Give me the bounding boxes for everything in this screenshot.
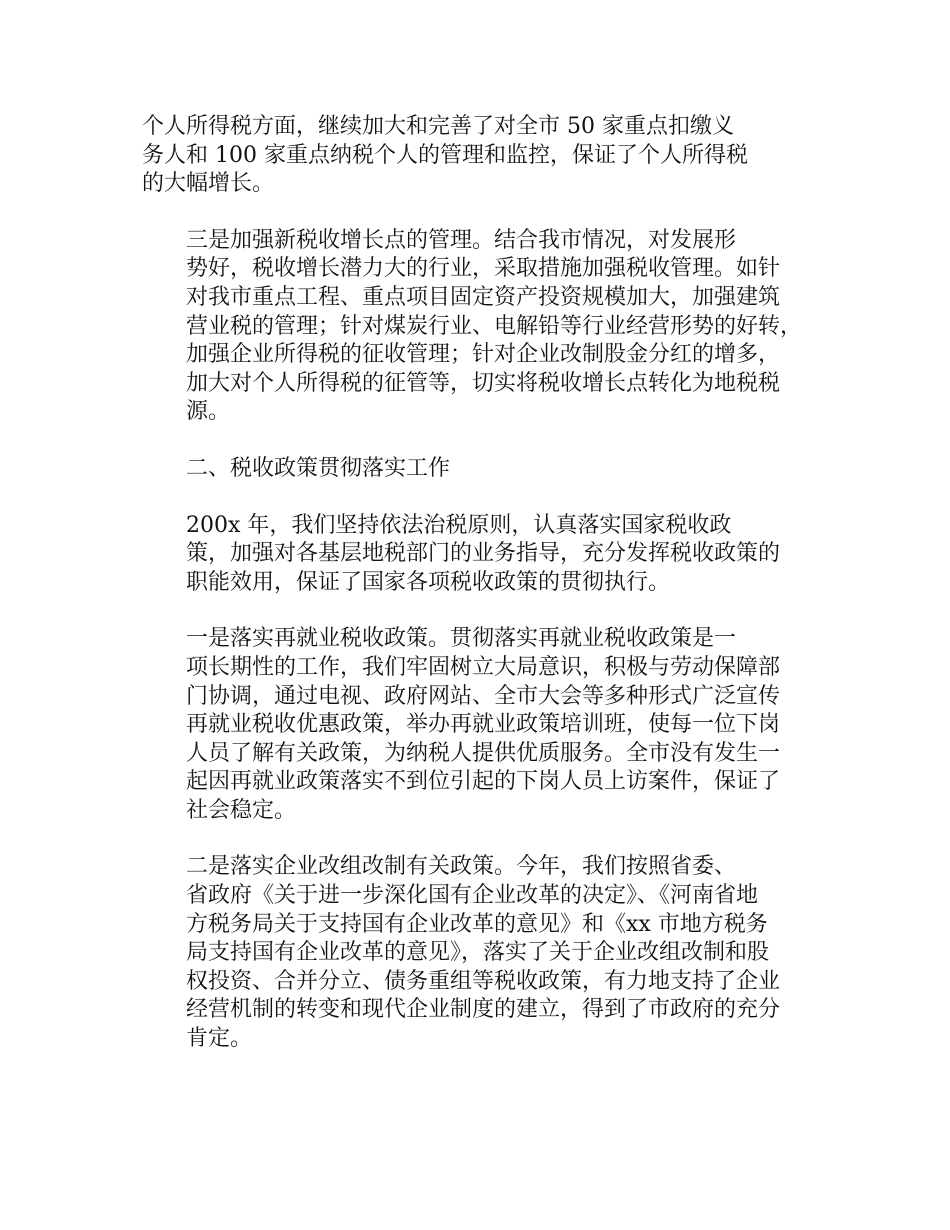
- text-line: 一是落实再就业税收政策。贯彻落实再就业税收政策是一: [186, 626, 737, 652]
- text-line: 经营机制的转变和现代企业制度的建立，得到了市政府的充分: [186, 997, 781, 1023]
- text-line: 200x 年，我们坚持依法治税原则，认真落实国家税收政: [186, 512, 732, 538]
- text-line: 二、税收政策贯彻落实工作: [186, 455, 451, 481]
- text-line: 社会稳定。: [186, 797, 297, 823]
- paragraph-p3: [142, 455, 812, 484]
- text-line: 对我市重点工程、重点项目固定资产投资规模加大，加强建筑: [186, 284, 781, 310]
- paragraph-p5: [142, 625, 812, 825]
- text-line: 势好，税收增长潜力大的行业，采取措施加强税收管理。如针: [186, 256, 781, 282]
- text-line: 省政府《关于进一步深化国有企业改革的决定》、《河南省地: [186, 883, 759, 909]
- text-line: 的大幅增长。: [142, 171, 275, 197]
- text-line: 再就业税收优惠政策，举办再就业政策培训班，使每一位下岗: [186, 712, 781, 738]
- text-line: 方税务局关于支持国有企业改革的意见》和《xx 市地方税务: [186, 911, 768, 937]
- text-line: 权投资、合并分立、债务重组等税收政策，有力地支持了企业: [186, 968, 781, 994]
- text-line: 加大对个人所得税的征管等，切实将税收增长点转化为地税税: [186, 370, 781, 396]
- text-line: 局支持国有企业改革的意见》，落实了关于企业改组改制和股: [186, 940, 770, 966]
- text-line: 源。: [186, 399, 231, 425]
- text-line: 职能效用，保证了国家各项税收政策的贯彻执行。: [186, 569, 671, 595]
- text-line: 肯定。: [186, 1026, 253, 1052]
- text-line: 人员了解有关政策，为纳税人提供优质服务。全市没有发生一: [186, 740, 781, 766]
- document-page: [142, 113, 812, 1082]
- text-line: 策，加强对各基层地税部门的业务指导，充分发挥税收政策的: [186, 541, 781, 567]
- text-line: 三是加强新税收增长点的管理。结合我市情况，对发展形: [186, 227, 737, 253]
- text-line: 个人所得税方面，继续加大和完善了对全市 50 家重点扣缴义: [142, 114, 734, 139]
- text-line: 加强企业所得税的征收管理；针对企业改制股金分红的增多，: [186, 342, 781, 368]
- paragraph-p4: [142, 512, 812, 598]
- text-line: 务人和 100 家重点纳税个人的管理和监控，保证了个人所得税: [142, 142, 748, 168]
- text-line: 营业税的管理；针对煤炭行业、电解铅等行业经营形势的好转，: [186, 313, 803, 339]
- paragraph-p1: [142, 113, 812, 199]
- text-line: 门协调，通过电视、政府网站、全市大会等多种形式广泛宣传: [186, 683, 781, 709]
- text-line: 起因再就业政策落实不到位引起的下岗人员上访案件，保证了: [186, 769, 781, 795]
- paragraph-p2: [142, 227, 812, 427]
- text-line: 项长期性的工作，我们牢固树立大局意识，积极与劳动保障部: [186, 654, 781, 680]
- paragraph-p6: [142, 853, 812, 1053]
- text-line: 二是落实企业改组改制有关政策。今年，我们按照省委、: [186, 854, 737, 880]
